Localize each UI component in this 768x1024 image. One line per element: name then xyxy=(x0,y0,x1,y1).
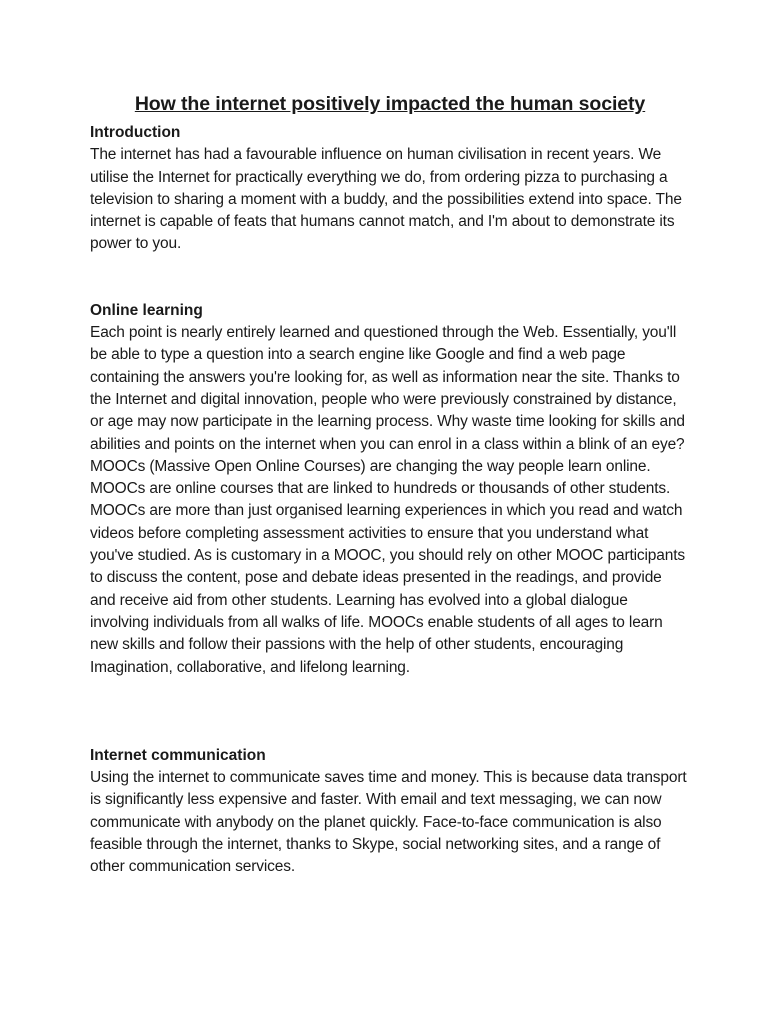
document-page xyxy=(90,92,690,879)
section-introduction xyxy=(90,122,690,256)
section-heading-internet-communication: Internet communication xyxy=(90,746,266,764)
section-heading-introduction: Introduction xyxy=(90,124,181,141)
section-heading-online-learning: Online learning xyxy=(90,301,203,319)
section-internet-communication xyxy=(90,745,690,879)
document-title: How the internet positively impacted the human society xyxy=(134,93,646,115)
section-body-introduction: The internet has had a favourable influence on human civilisation in recent years. We utilise the Internet for practically everything we do, from ordering pizza to purchasing a television to sharing a moment with a buddy, and the possibilities extend into space. The internet is capable of feats that humans cannot match, and I'm about to demonstrate its power to you. xyxy=(90,146,682,253)
section-online-learning xyxy=(90,300,690,679)
section-body-online-learning: Each point is nearly entirely learned and questioned through the Web. Essentially, you'll be able to type a question into a search engine like Google and find a web page containing the answers you're looking for, as well as information near the site. Thanks to the Internet and digital innovation, people who were previously constrained by distance, or age may now participate in the learning process. Why waste time looking for skills and abilities and points on the internet when you can enrol in a class within a blink of an eye? MOOCs (Massive Open Online Courses) are changing the way people learn online. MOOCs are online courses that are linked to hundreds or thousands of other students. MOOCs are more than just organised learning experiences in which you read and watch videos before completing assessment activities to ensure that you understand what you've studied. As is customary in a MOOC, you should rely on other MOOC participants to discuss the content, pose and debate ideas presented in the readings, and provide and receive aid from other students. Learning has evolved into a global dialogue involving individuals from all walks of life. MOOCs enable students of all ages to learn new skills and follow their passions with the help of other students, encouraging Imagination, collaborative, and lifelong learning. xyxy=(90,324,685,676)
section-body-internet-communication: Using the internet to communicate saves time and money. This is because data transport is significantly less expensive and faster. With email and text messaging, we can now communicate with anybody on the planet quickly. Face-to-face communication is also feasible through the internet, thanks to Skype, social networking sites, and a range of other communication services. xyxy=(90,769,687,876)
